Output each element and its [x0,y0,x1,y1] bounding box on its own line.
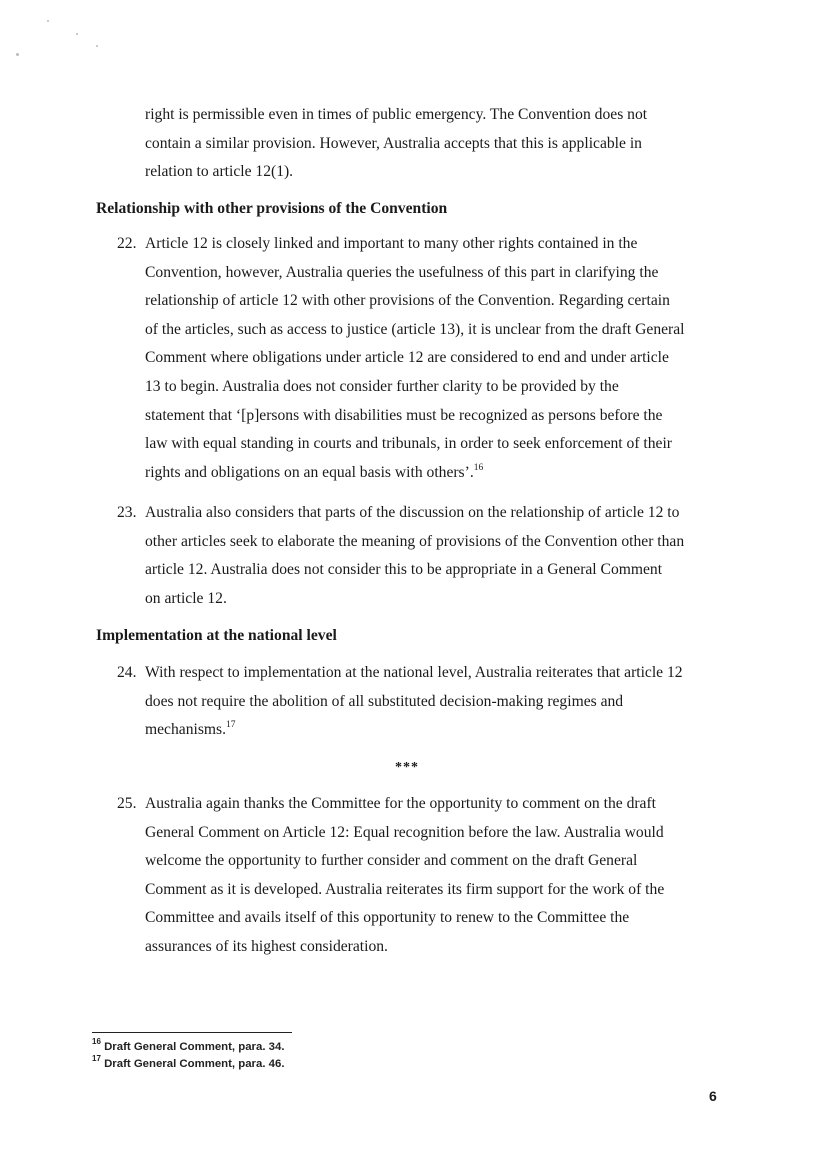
section-separator: *** [395,760,419,775]
text-line: relation to article 12(1). [145,163,294,181]
footnote-marker: 17 [92,1054,101,1064]
text-line: Article 12 is closely linked and important to many other rights contained in the [145,235,638,252]
text-line: law with equal standing in courts and tribunals, in order to seek enforcement of their [145,435,673,453]
footnote-17 [92,1054,285,1070]
text-line: 13 to begin. Australia does not consider further clarity to be provided by the [145,377,619,395]
page-number: 6 [709,1088,717,1104]
paragraph-number: 22. [117,235,137,252]
text-line: Convention, however, Australia queries the usefulness of this part in clarifying the [145,263,659,281]
paragraph-continued [145,101,647,187]
footnote-ref[interactable]: 17 [225,720,236,730]
paragraph-number: 23. [117,504,137,521]
text-line [145,459,685,488]
text-line-content: rights and obligations on an equal basis with others’. [145,463,474,481]
text-line: Australia again thanks the Committee for the opportunity to comment on the draft [145,795,657,812]
text-line: relationship of article 12 with other provisions of the Convention. Regarding certain [145,292,670,310]
text-line: With respect to implementation at the national level, Australia reiterates that article 12 [145,664,683,681]
text-line: on article 12. [145,589,227,607]
scan-speck [16,53,19,56]
section-heading-implementation: Implementation at the national level [96,627,337,644]
paragraph-number: 24. [117,664,137,681]
paragraph-23 [117,499,685,613]
footnote-divider [92,1032,292,1033]
text-line: of the articles, such as access to justice (article 13), it is unclear from the draft General [145,320,685,338]
text-line: statement that ‘[p]ersons with disabilities must be recognized as persons before the [145,406,663,424]
text-line-content: mechanisms. [145,721,226,739]
text-line: contain a similar provision. However, Australia accepts that this is applicable in [145,134,642,152]
text-line: Comment where obligations under article 12 are considered to end and under article [145,349,669,367]
text-line [145,716,683,745]
footnote-text: Draft General Comment, para. 46. [104,1058,285,1070]
footnote-ref[interactable]: 16 [473,462,484,473]
paragraph-25 [117,790,665,962]
text-line: Comment as it is developed. Australia reiterates its firm support for the work of the [145,880,665,898]
paragraph-24 [117,659,683,745]
text-line: Committee and avails itself of this opportunity to renew to the Committee the [145,909,630,927]
text-line: General Comment on Article 12: Equal recognition before the law. Australia would [145,823,664,841]
scan-speck [47,20,49,22]
paragraph-22 [117,230,685,487]
paragraph-number: 25. [117,795,137,812]
section-heading-relationship: Relationship with other provisions of the Convention [96,200,448,217]
footnote-text: Draft General Comment, para. 34. [104,1041,285,1053]
footnote-marker: 16 [92,1037,101,1047]
text-line: assurances of its highest consideration. [145,937,388,955]
text-line: other articles seek to elaborate the meaning of provisions of the Convention other than [145,532,685,550]
text-line: article 12. Australia does not consider this to be appropriate in a General Comment [145,561,663,579]
text-line: Australia also considers that parts of the discussion on the relationship of article 12 to [145,504,680,521]
scan-speck [76,33,78,35]
text-line: welcome the opportunity to further consider and comment on the draft General [145,852,638,870]
text-line: does not require the abolition of all substituted decision-making regimes and [145,692,624,710]
footnote-16 [92,1037,285,1053]
scan-speck [96,45,98,47]
text-line: right is permissible even in times of public emergency. The Convention does not [145,106,648,123]
